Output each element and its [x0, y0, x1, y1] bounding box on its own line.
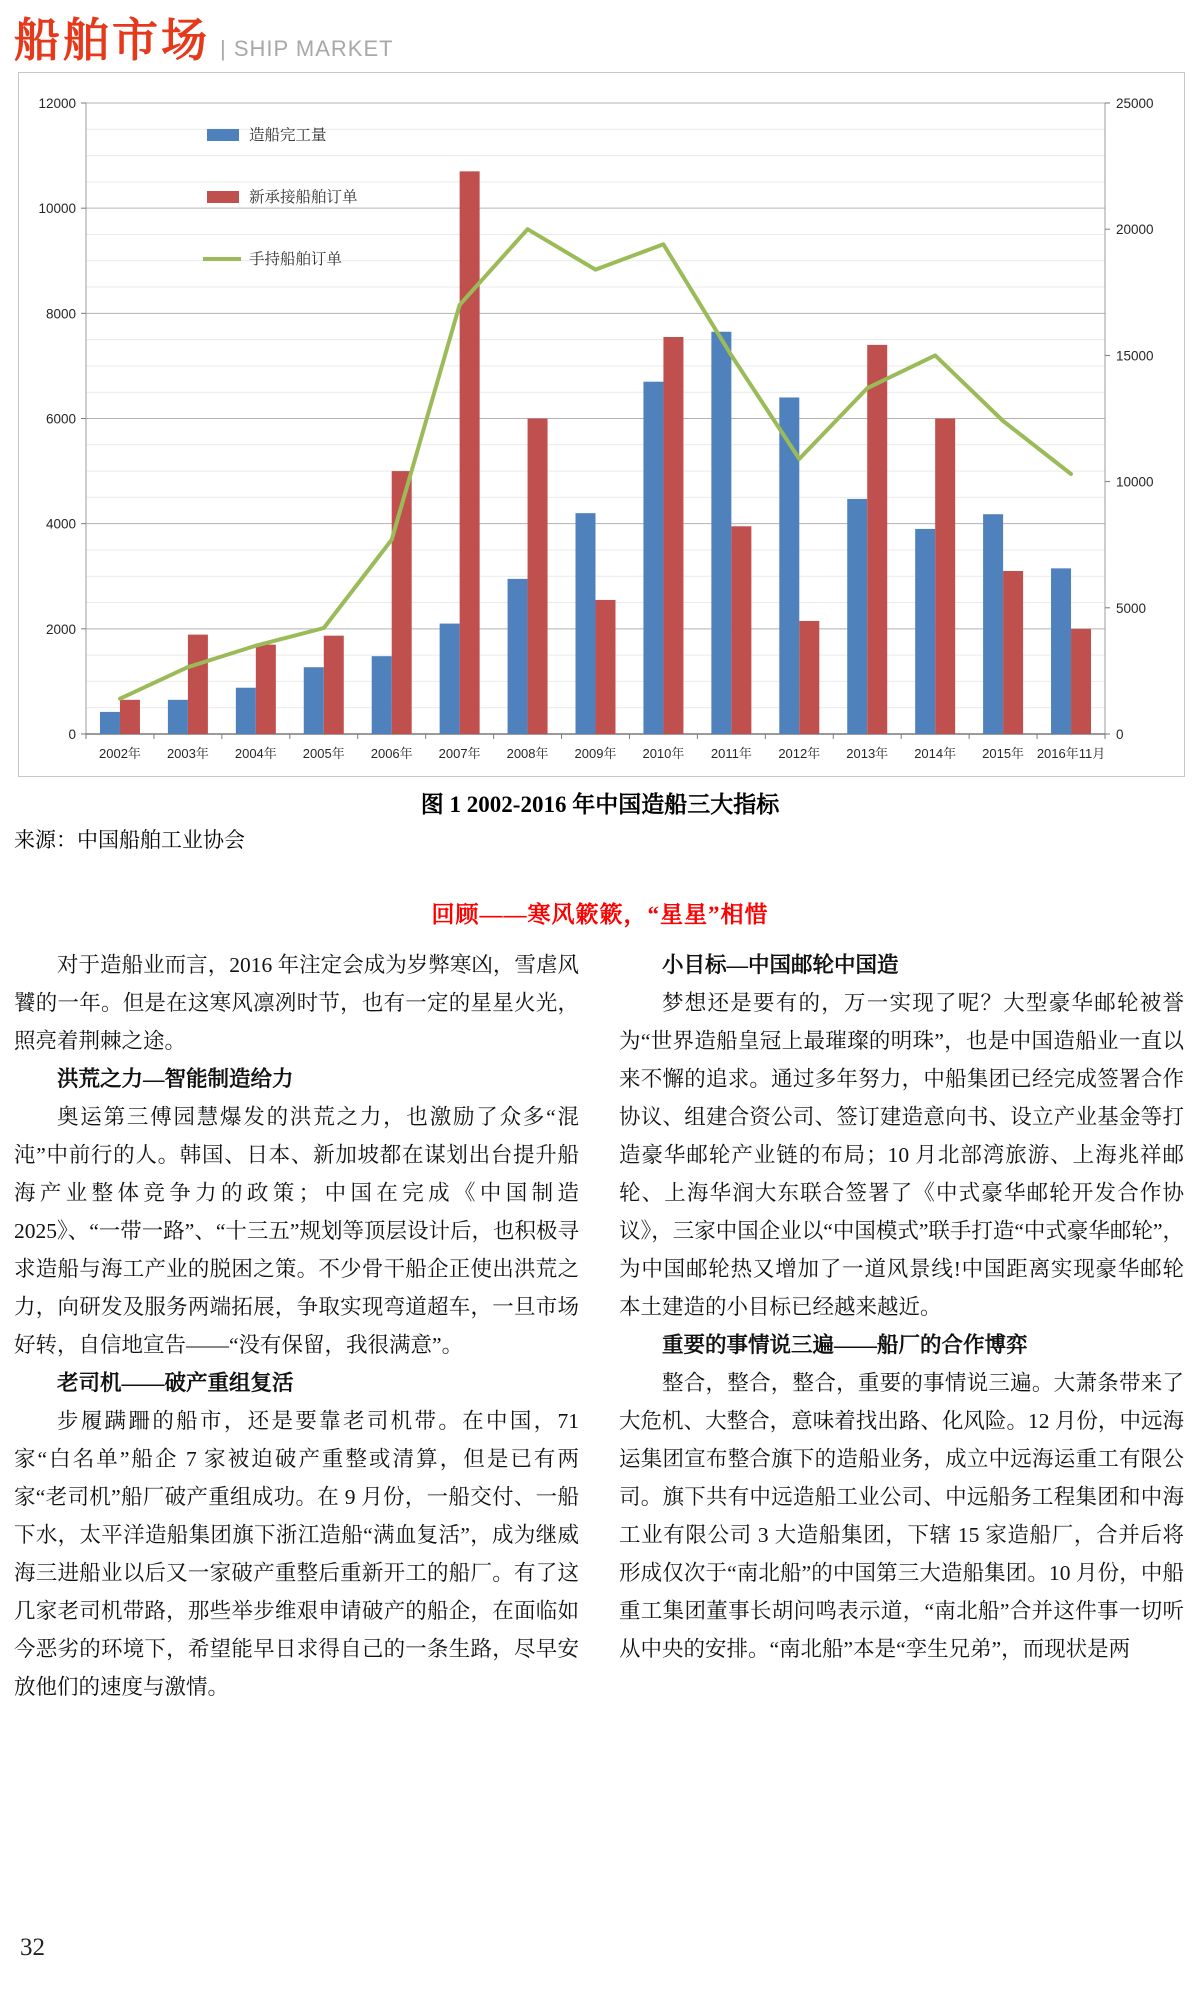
text-column-right — [619, 946, 1184, 1706]
legend-label: 造船完工量 — [249, 127, 327, 144]
paragraph-heading: 小目标—中国邮轮中国造 — [662, 953, 899, 977]
right-axis-label: 0 — [1116, 727, 1124, 742]
bar-completion — [100, 712, 120, 734]
left-axis-label: 12000 — [38, 96, 76, 111]
bar-new-orders — [799, 621, 819, 734]
bar-new-orders — [731, 526, 751, 734]
bar-new-orders — [596, 600, 616, 734]
x-axis-label: 2006年 — [370, 746, 413, 761]
bar-completion — [236, 688, 256, 734]
bar-completion — [168, 700, 188, 734]
article-section-heading: 回顾——寒风簌簌，“星星”相惜 — [431, 902, 769, 927]
x-axis-label: 2010年 — [642, 746, 685, 761]
paragraph: 步履蹒跚的船市，还是要靠老司机带。在中国，71 家“白名单”船企 7 家被迫破产重整或清算，但是已有两家“老司机”船厂破产重组成功。在 9 月份，一船交付、一船下水，太平洋造船集团旗下浙江造船“满血复活”，成为继威海三进船业以后又一家破产重整后重新开工的船厂。有了这几家老司机带路，那些举步维艰申请破产的船企，在面临如今恶劣的环境下，希望能早日求得自己的一条生路，尽早安放他们的速度与激情。 — [14, 1409, 579, 1699]
bar-completion — [983, 514, 1003, 734]
bar-new-orders — [867, 345, 887, 734]
legend-label: 新承接船舶订单 — [249, 189, 358, 206]
x-axis-label: 2011年 — [710, 746, 752, 761]
x-axis-label: 2003年 — [166, 746, 209, 761]
x-axis-label: 2008年 — [506, 746, 549, 761]
bar-completion — [372, 656, 392, 734]
left-axis-label: 10000 — [38, 201, 76, 217]
left-axis-label: 2000 — [45, 621, 76, 637]
legend-swatch — [207, 191, 239, 203]
page-title: 船舶市场 — [14, 14, 210, 66]
x-axis-label: 2007年 — [438, 746, 481, 761]
paragraph: 奥运第三傅园慧爆发的洪荒之力，也激励了众多“混沌”中前行的人。韩国、日本、新加坡都在谋划出台提升船海产业整体竞争力的政策；中国在完成《中国制造 2025》、“一带一路”、“十三五”规划等顶层设计后，也积极寻求造船与海工产业的脱困之策。不少骨干船企正使出洪荒之力，向研发及服务两端拓展，争取实现弯道超车，一旦市场好转，自信地宣告——“没有保留，我很满意”。 — [14, 1105, 579, 1357]
paragraph: 整合，整合，整合，重要的事情说三遍。大萧条带来了大危机、大整合，意味着找出路、化风险。12 月份，中远海运集团宣布整合旗下的造船业务，成立中远海运重工有限公司。旗下共有中远造船工业公司、中远船务工程集团和中海工业有限公司 3 大造船集团，下辖 15 家造船厂，合并后将形成仅次于“南北船”的中国第三大造船集团。10 月份，中船重工集团董事长胡问鸣表示道，“南北船”合并这件事一切听从中央的安排。“南北船”本是“孪生兄弟”，而现状是两 — [619, 1371, 1184, 1661]
paragraph: 对于造船业而言，2016 年注定会成为岁弊寒凶，雪虐风饕的一年。但是在这寒风凛冽时节，也有一定的星星火光，照亮着荆棘之途。 — [14, 953, 579, 1053]
bar-new-orders — [663, 337, 683, 734]
bar-completion — [304, 667, 324, 734]
left-axis-label: 0 — [68, 727, 76, 742]
paragraph: 梦想还是要有的，万一实现了呢？大型豪华邮轮被誉为“世界造船皇冠上最璀璨的明珠”，也是中国造船业一直以来不懈的追求。通过多年努力，中船集团已经完成签署合作协议、组建合资公司、签订建造意向书、设立产业基金等打造豪华邮轮产业链的布局；10 月北部湾旅游、上海兆祥邮轮、上海华润大东联合签署了《中式豪华邮轮开发合作协议》，三家中国企业以“中国模式”联手打造“中式豪华邮轮”，为中国邮轮热又增加了一道风景线!中国距离实现豪华邮轮本土建造的小目标已经越来越近。 — [619, 991, 1184, 1319]
x-axis-label: 2009年 — [574, 746, 617, 761]
article-columns — [14, 946, 1184, 1706]
bar-completion — [1051, 568, 1071, 734]
bar-completion — [643, 382, 663, 734]
bar-completion — [847, 499, 867, 734]
x-axis-label: 2012年 — [778, 746, 821, 761]
right-axis-label: 5000 — [1116, 600, 1147, 616]
paragraph-heading: 重要的事情说三遍——船厂的合作博弈 — [662, 1333, 1028, 1357]
x-axis-label: 2005年 — [302, 746, 345, 761]
bar-new-orders — [120, 700, 140, 734]
page-number: 32 — [20, 1934, 45, 1961]
x-axis-label: 2014年 — [914, 746, 957, 761]
bar-completion — [711, 332, 731, 734]
chart-canvas — [19, 73, 1184, 776]
right-axis-label: 15000 — [1116, 348, 1154, 364]
page-title-en: | SHIP MARKET — [220, 36, 394, 61]
bar-completion — [779, 397, 799, 734]
legend-swatch — [207, 129, 239, 141]
bar-new-orders — [324, 636, 344, 734]
x-axis-label: 2015年 — [982, 746, 1025, 761]
bar-new-orders — [935, 419, 955, 735]
right-axis-label: 20000 — [1116, 222, 1154, 238]
bar-new-orders — [528, 419, 548, 735]
left-axis-label: 6000 — [45, 411, 76, 427]
bar-completion — [915, 529, 935, 734]
left-axis-label: 8000 — [45, 306, 76, 322]
figure-caption: 图 1 2002-2016 年中国造船三大指标 — [420, 792, 780, 817]
bar-completion — [576, 513, 596, 734]
bar-new-orders — [1071, 629, 1091, 734]
bar-new-orders — [256, 645, 276, 734]
text-column-left — [14, 946, 579, 1706]
x-axis-label: 2004年 — [234, 746, 277, 761]
bar-new-orders — [1003, 571, 1023, 734]
bar-completion — [440, 624, 460, 734]
x-axis-label: 2016年11月 — [1036, 746, 1106, 761]
shipbuilding-chart — [18, 72, 1185, 777]
left-axis-label: 4000 — [45, 516, 76, 532]
right-axis-label: 10000 — [1116, 474, 1154, 490]
paragraph-heading: 洪荒之力—智能制造给力 — [57, 1067, 294, 1091]
bar-completion — [508, 579, 528, 734]
figure-source: 来源：中国船舶工业协会 — [14, 828, 245, 852]
paragraph-heading: 老司机——破产重组复活 — [57, 1371, 294, 1395]
x-axis-label: 2002年 — [99, 746, 141, 761]
bar-new-orders — [460, 171, 480, 734]
page-header — [14, 4, 394, 70]
x-axis-label: 2013年 — [846, 746, 889, 761]
right-axis-label: 25000 — [1116, 96, 1154, 111]
bar-new-orders — [188, 635, 208, 734]
legend-label: 手持船舶订单 — [249, 251, 343, 268]
